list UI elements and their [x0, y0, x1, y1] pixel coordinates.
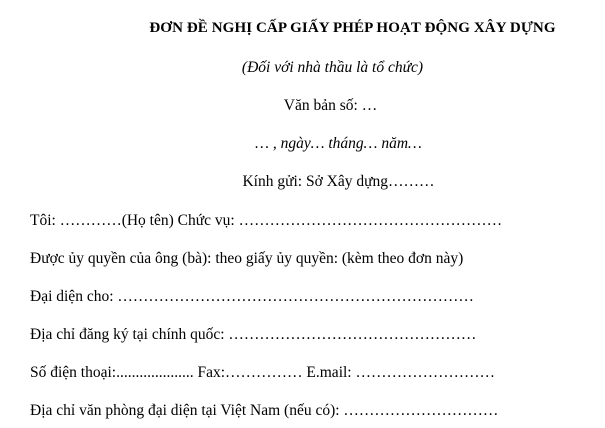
recipient-line: Kính gửi: Sở Xây dựng………	[242, 173, 435, 190]
field-authorization: Được ủy quyền của ông (bà): theo giấy ủy quyền: (kèm theo đơn này)	[30, 250, 464, 267]
form-subtitle: (Đối với nhà thầu là tổ chức)	[241, 59, 424, 76]
field-vietnam-office-address: Địa chỉ văn phòng đại diện tại Việt Nam (nếu có): …………………………	[30, 402, 499, 419]
date-line: … , ngày… tháng… năm…	[255, 135, 422, 152]
field-representing: Đại diện cho: ……………………………………………………………	[30, 288, 474, 305]
field-name-position: Tôi: …………(Họ tên) Chức vụ: ……………………………………………	[30, 212, 503, 229]
form-title: ĐƠN ĐỀ NGHỊ CẤP GIẤY PHÉP HOẠT ĐỘNG XÂY DỰNG	[149, 20, 556, 36]
field-registered-address: Địa chỉ đăng ký tại chính quốc: …………………………………………	[30, 326, 477, 343]
document-number: Văn bản số: …	[283, 97, 378, 114]
field-contact: Số điện thoại:.................... Fax:…………… E.mail: ………………………	[30, 364, 495, 381]
